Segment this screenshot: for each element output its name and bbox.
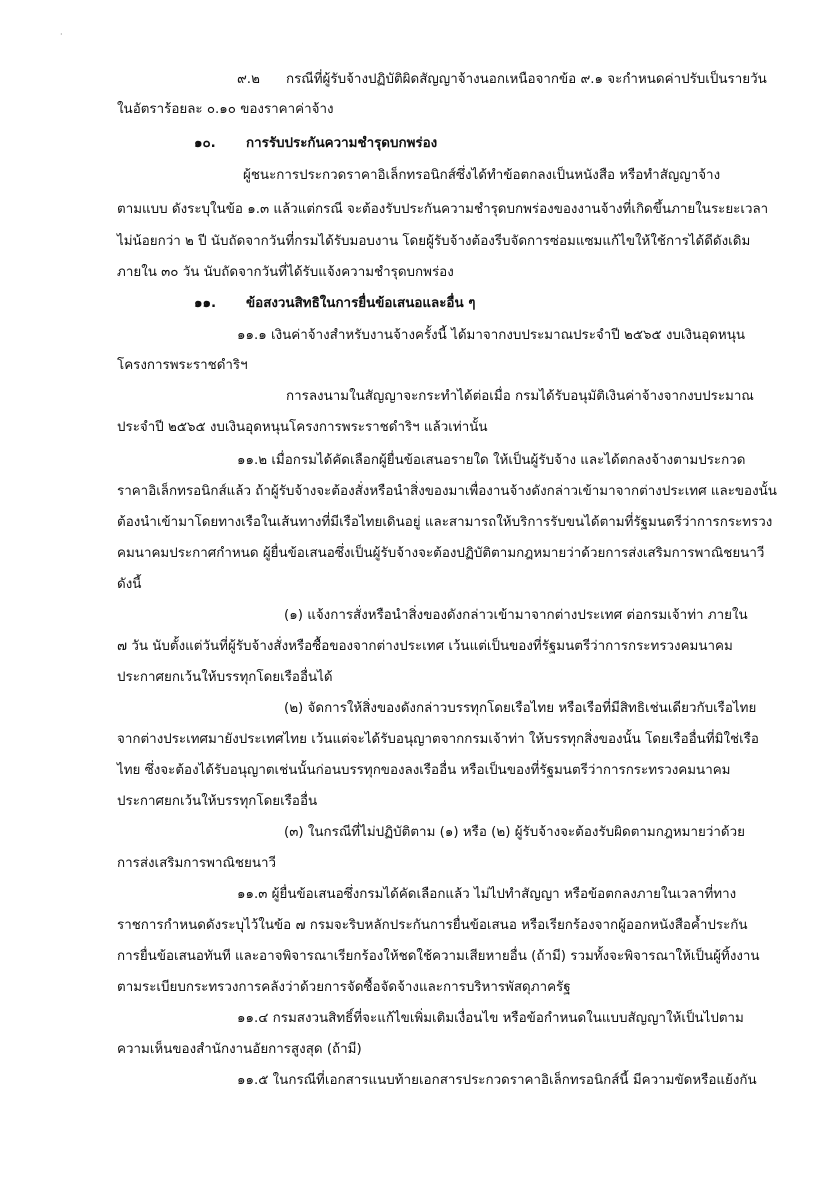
text-line: การส่งเสริมการพาณิชยนาวี bbox=[117, 856, 277, 871]
text-line: ไทย ซึ่งจะต้องได้รับอนุญาตเช่นนั้นก่อนบรรทุกของลงเรืออื่น หรือเป็นของที่รัฐมนตรีว่าการกระทรวงคมนาคม bbox=[117, 763, 731, 778]
text-line: ผู้ชนะการประกวดราคาอิเล็กทรอนิกส์ซึ่งได้ทำข้อตกลงเป็นหนังสือ หรือทำสัญญาจ้าง bbox=[243, 168, 721, 183]
text-line: ๑๑.๕ ในกรณีที่เอกสารแนบท้ายเอกสารประกวดราคาอิเล็กทรอนิกส์นี้ มีความขัดหรือแย้งกัน bbox=[237, 1073, 757, 1088]
text-line: ๗ วัน นับตั้งแต่วันที่ผู้รับจ้างสั่งหรือซื้อของจากต่างประเทศ เว้นแต่เป็นของที่รัฐมนตรีว่าการกระทรวงคมนาคม bbox=[117, 639, 733, 654]
text-line: ๑๑.๑ เงินค่าจ้างสำหรับงานจ้างครั้งนี้ ได้มาจากงบประมาณประจำปี ๒๕๖๕ งบเงินอุดหนุน bbox=[237, 328, 746, 343]
text-line: ตามแบบ ดังระบุในข้อ ๑.๓ แล้วแต่กรณี จะต้องรับประกันความชำรุดบกพร่องของงานจ้างที่เกิดขึ้นภายในระยะเวลา bbox=[117, 202, 769, 217]
text-line: ต้องนำเข้ามาโดยทางเรือในเส้นทางที่มีเรือไทยเดินอยู่ และสามารถให้บริการรับขนได้ตามที่รัฐมนตรีว่าการกระทรวง bbox=[117, 515, 773, 530]
text-line: ความเห็นของสำนักงานอัยการสูงสุด (ถ้ามี) bbox=[117, 1042, 362, 1057]
text-line: ตามระเบียบกระทรวงการคลังว่าด้วยการจัดซื้อจัดจ้างและการบริหารพัสดุภาครัฐ bbox=[117, 980, 571, 995]
text-line: ดังนี้ bbox=[117, 577, 142, 592]
text-line: ประจำปี ๒๕๖๕ งบเงินอุดหนุนโครงการพระราชดำริฯ แล้วเท่านั้น bbox=[117, 420, 488, 435]
text-line: การยื่นข้อเสนอทันที และอาจพิจารณาเรียกร้องให้ชดใช้ความเสียหายอื่น (ถ้ามี) รวมทั้งจะพิจารณาให้เป็นผู้ทิ้งงาน bbox=[117, 949, 760, 964]
corner-mark: · bbox=[60, 30, 63, 39]
text-line: ๑๑.๔ กรมสงวนสิทธิ์ที่จะแก้ไขเพิ่มเติมเงื่อนไข หรือข้อกำหนดในแบบสัญญาให้เป็นไปตาม bbox=[237, 1011, 744, 1026]
text-line: ๑๑.๒ เมื่อกรมได้คัดเลือกผู้ยื่นข้อเสนอรายใด ให้เป็นผู้รับจ้าง และได้ตกลงจ้างตามประกวด bbox=[237, 453, 746, 468]
text-line: โครงการพระราชดำริฯ bbox=[117, 358, 248, 373]
text-line: ราคาอิเล็กทรอนิกส์แล้ว ถ้าผู้รับจ้างจะต้องสั่งหรือนำสิ่งของมาเพื่องานจ้างดังกล่าวเข้ามาจากต่างประเทศ และของนั้น bbox=[117, 484, 777, 499]
text-line: จากต่างประเทศมายังประเทศไทย เว้นแต่จะได้รับอนุญาตจากกรมเจ้าท่า ให้บรรทุกสิ่งของนั้น โดยเรืออื่นที่มิใช่เรือ bbox=[117, 732, 759, 747]
text-line: ราชการกำหนดดังระบุไว้ในข้อ ๗ กรมจะริบหลักประกันการยื่นข้อเสนอ หรือเรียกร้องจากผู้ออกหนังสือค้ำประกัน bbox=[117, 918, 748, 933]
text-line: กรณีที่ผู้รับจ้างปฏิบัติผิดสัญญาจ้างนอกเหนือจากข้อ ๙.๑ จะกำหนดค่าปรับเป็นรายวัน bbox=[286, 72, 767, 87]
text-line: ประกาศยกเว้นให้บรรทุกโดยเรืออื่นได้ bbox=[117, 670, 333, 685]
text-line: คมนาคมประกาศกำหนด ผู้ยื่นข้อเสนอซึ่งเป็นผู้รับจ้างจะต้องปฏิบัติตามกฎหมายว่าด้วยการส่งเสริมการพาณิชยนาวี bbox=[117, 546, 765, 561]
text-line: ไม่น้อยกว่า ๒ ปี นับถัดจากวันที่กรมได้รับมอบงาน โดยผู้รับจ้างต้องรีบจัดการซ่อมแซมแก้ไขให้ใช้การได้ดีดังเดิม bbox=[117, 234, 751, 249]
text-line: ๑๑.๓ ผู้ยื่นข้อเสนอซึ่งกรมได้คัดเลือกแล้ว ไม่ไปทำสัญญา หรือข้อตกลงภายในเวลาที่ทาง bbox=[237, 887, 737, 902]
text-line: ประกาศยกเว้นให้บรรทุกโดยเรืออื่น bbox=[117, 794, 318, 809]
section-heading: ข้อสงวนสิทธิในการยื่นข้อเสนอและอื่น ๆ bbox=[246, 296, 476, 311]
section-number: ๑๑. bbox=[194, 296, 217, 311]
text-line: (๓) ในกรณีที่ไม่ปฏิบัติตาม (๑) หรือ (๒) ผู้รับจ้างจะต้องรับผิดตามกฎหมายว่าด้วย bbox=[284, 825, 745, 840]
text-line: (๑) แจ้งการสั่งหรือนำสิ่งของดังกล่าวเข้ามาจากต่างประเทศ ต่อกรมเจ้าท่า ภายใน bbox=[284, 608, 748, 623]
text-line: ภายใน ๓๐ วัน นับถัดจากวันที่ได้รับแจ้งความชำรุดบกพร่อง bbox=[117, 265, 454, 280]
text-line: (๒) จัดการให้สิ่งของดังกล่าวบรรทุกโดยเรือไทย หรือเรือที่มีสิทธิเช่นเดียวกับเรือไทย bbox=[284, 701, 757, 716]
section-number: ๙.๒ bbox=[237, 72, 260, 87]
section-number: ๑๐. bbox=[194, 136, 216, 151]
text-line: ในอัตราร้อยละ ๐.๑๐ ของราคาค่าจ้าง bbox=[117, 102, 334, 117]
section-heading: การรับประกันความชำรุดบกพร่อง bbox=[246, 136, 438, 151]
text-line: การลงนามในสัญญาจะกระทำได้ต่อเมื่อ กรมได้รับอนุมัติเงินค่าจ้างจากงบประมาณ bbox=[286, 389, 754, 404]
